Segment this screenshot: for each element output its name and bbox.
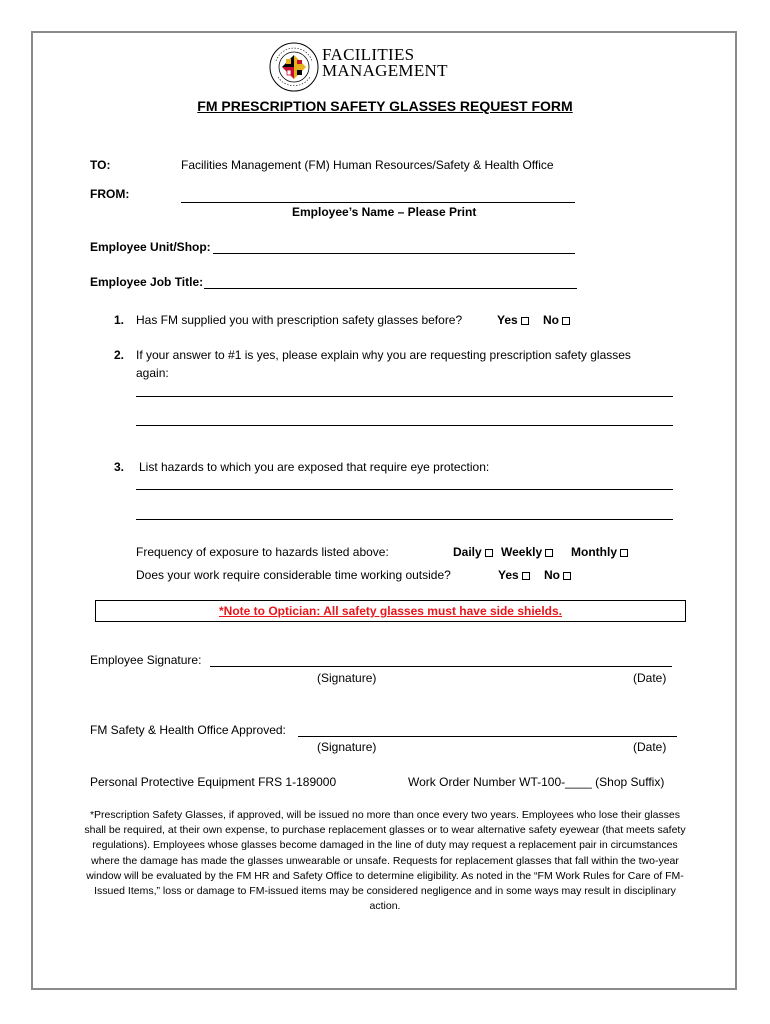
unit-shop-field[interactable] xyxy=(213,253,575,254)
daily-checkbox[interactable] xyxy=(485,549,493,557)
ppe-frs-text: Personal Protective Equipment FRS 1-189000 xyxy=(90,775,337,789)
job-title-field[interactable] xyxy=(204,288,577,289)
outside-yes-checkbox[interactable] xyxy=(522,572,530,580)
q1-no-checkbox[interactable] xyxy=(562,317,570,325)
q3-answer-line-1[interactable] xyxy=(136,489,673,490)
weekly-checkbox[interactable] xyxy=(545,549,553,557)
to-value: Facilities Management (FM) Human Resources/Safety & Health Office xyxy=(181,158,554,172)
monthly-checkbox[interactable] xyxy=(620,549,628,557)
q1-yes-label: Yes xyxy=(497,313,518,327)
outside-label: Does your work require considerable time working outside? xyxy=(136,568,451,582)
frequency-monthly-option[interactable] xyxy=(571,545,628,559)
employee-signature-label: Employee Signature: xyxy=(90,653,202,667)
optician-note: *Note to Optician: All safety glasses must have side shields. xyxy=(95,600,686,622)
q1-yes-option[interactable] xyxy=(497,313,529,327)
outside-no-checkbox[interactable] xyxy=(563,572,571,580)
outside-yes-label: Yes xyxy=(498,568,519,582)
q3-number: 3. xyxy=(114,460,125,474)
weekly-label: Weekly xyxy=(501,545,543,559)
q1-no-option[interactable] xyxy=(543,313,570,327)
frequency-daily-option[interactable] xyxy=(453,545,493,559)
to-label: TO: xyxy=(90,158,111,172)
university-seal-logo xyxy=(268,41,320,93)
q1-text: Has FM supplied you with prescription safety glasses before? xyxy=(136,313,463,327)
outside-no-label: No xyxy=(544,568,560,582)
q1-number: 1. xyxy=(114,313,125,327)
daily-label: Daily xyxy=(453,545,482,559)
fm-approved-date-caption: (Date) xyxy=(633,740,667,754)
q3-text: List hazards to which you are exposed that require eye protection: xyxy=(139,460,490,474)
employee-signature-field[interactable] xyxy=(210,666,672,667)
q1-yes-checkbox[interactable] xyxy=(521,317,529,325)
work-order-text: Work Order Number WT-100-____ (Shop Suffix) xyxy=(408,775,665,789)
form-title: FM PRESCRIPTION SAFETY GLASSES REQUEST FORM xyxy=(197,98,573,114)
fm-approved-label: FM Safety & Health Office Approved: xyxy=(90,723,286,737)
monthly-label: Monthly xyxy=(571,545,617,559)
employee-name-caption: Employee’s Name – Please Print xyxy=(292,205,477,219)
q1-no-label: No xyxy=(543,313,559,327)
employee-date-caption: (Date) xyxy=(633,671,667,685)
frequency-label: Frequency of exposure to hazards listed above: xyxy=(136,545,389,559)
logo-line-2: MANAGEMENT xyxy=(322,61,448,80)
q2-answer-line-1[interactable] xyxy=(136,396,673,397)
fm-approved-signature-caption: (Signature) xyxy=(317,740,377,754)
logo-wordmark xyxy=(322,47,448,79)
q2-answer-line-2[interactable] xyxy=(136,425,673,426)
q3-answer-line-2[interactable] xyxy=(136,519,673,520)
outside-yes-option[interactable] xyxy=(498,568,530,582)
outside-no-option[interactable] xyxy=(544,568,571,582)
unit-shop-label: Employee Unit/Shop: xyxy=(90,240,211,254)
footnote-policy-text: *Prescription Safety Glasses, if approved, will be issued no more than once every two years. Employees who lose their glasses shall be required, at their own expense, to purchase replacement glasses or to wear alternative safety eyewear (that meets safety regulations). Employees whose glasses become damaged in the line of duty may request a replacement pair in circumstances where the damage has made the glasses unwearable or unsafe. Requests for replacement glasses that fall within the two-year window will be evaluated by the FM HR and Safety Office to determine eligibility. As noted in the “FM Work Rules for Care of FM-Issued Items,” loss or damage to FM-issued items may be considered negligence and in some ways may result in disciplinary action. xyxy=(84,809,686,913)
from-label: FROM: xyxy=(90,187,130,201)
q2-text-line1: If your answer to #1 is yes, please explain why you are requesting prescription safety glasses xyxy=(136,348,631,362)
fm-approved-signature-field[interactable] xyxy=(298,736,677,737)
q2-number: 2. xyxy=(114,348,125,362)
job-title-label: Employee Job Title: xyxy=(90,275,204,289)
employee-name-field[interactable] xyxy=(181,202,575,203)
frequency-weekly-option[interactable] xyxy=(501,545,553,559)
employee-signature-caption: (Signature) xyxy=(317,671,377,685)
q2-text-line2: again: xyxy=(136,366,169,380)
logo-line-1: FACILITIES xyxy=(322,45,415,64)
